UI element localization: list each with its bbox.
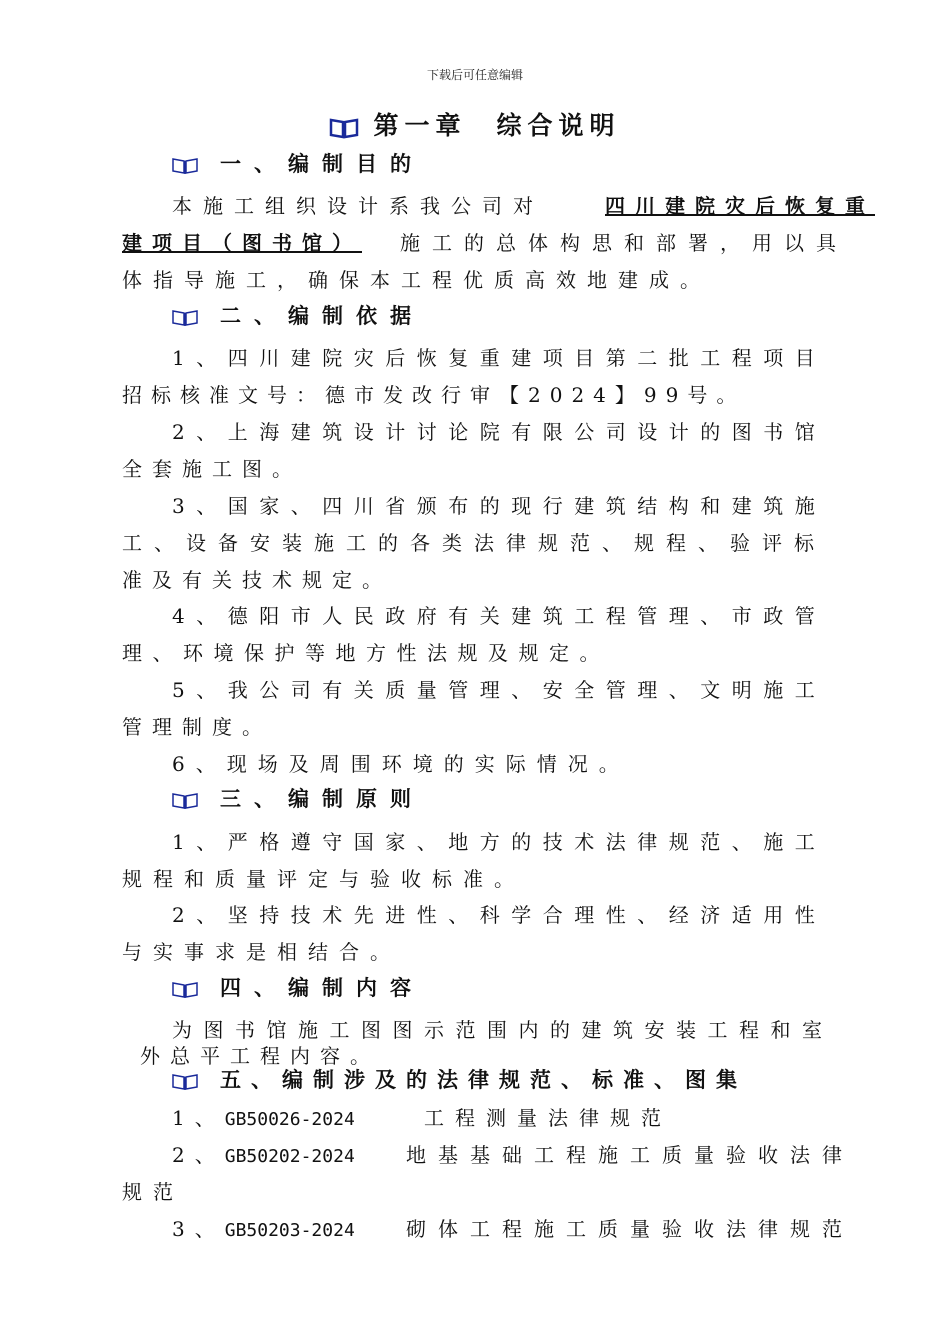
basis-item-6: 6、现场及周围环境的实际情况。 [172, 752, 630, 776]
basis-item-1-cont: 招标核准文号：德市发改行审【2024】99号。 [122, 383, 746, 407]
page-header-note: 下载后可任意编辑 [426, 68, 523, 82]
basis-item-5: 5、我公司有关质量管理、安全管理、文明施工 [172, 678, 827, 702]
chapter-title [0, 106, 950, 142]
paragraph-purpose-line2 [122, 227, 848, 256]
basis-item-4-cont: 理、环境保护等地方性法规及规定。 [122, 641, 610, 665]
item-number: 2、 [172, 1143, 225, 1167]
standard-name: 砌体工程施工质量验收法律规范 [406, 1217, 854, 1241]
section-title: 二、编制依据 [220, 303, 424, 328]
basis-item-4: 4、德阳市人民政府有关建筑工程管理、市政管 [172, 604, 827, 628]
standard-code: GB50026-2024 [224, 1109, 355, 1130]
standard-item-3 [172, 1213, 355, 1242]
section-title: 三、编制原则 [220, 786, 424, 811]
standard-item-2 [172, 1139, 355, 1168]
section-heading-standards [172, 1064, 747, 1094]
book-icon [172, 981, 198, 999]
book-icon [172, 157, 198, 175]
basis-item-2-cont: 全套施工图。 [122, 457, 302, 481]
standard-name: 地基基础工程施工质量验收法律 [406, 1143, 854, 1167]
standard-code: GB50203-2024 [224, 1220, 355, 1241]
basis-item-3-cont1: 工、设备安装施工的各类法律规范、规程、验评标 [122, 531, 826, 555]
section-title: 一、编制目的 [220, 151, 424, 176]
standard-code: GB50202-2024 [224, 1146, 355, 1167]
book-icon [329, 117, 359, 139]
basis-item-5-cont: 管理制度。 [122, 715, 272, 739]
section-title: 五、编制涉及的法律规范、标准、图集 [220, 1067, 747, 1092]
item-number: 1、 [172, 1106, 225, 1130]
paragraph-purpose-line3: 体指导施工，确保本工程优质高效地建成。 [122, 268, 711, 292]
text-run: 本施工组织设计系我公司对 [172, 194, 544, 218]
content-line2: 外总平工程内容。 [140, 1044, 380, 1068]
book-icon [172, 309, 198, 327]
principle-item-1: 1、严格遵守国家、地方的技术法律规范、施工 [172, 830, 827, 854]
section-heading-purpose [172, 148, 424, 178]
basis-item-2: 2、上海建筑设计讨论院有限公司设计的图书馆 [172, 420, 827, 444]
content-line1: 为图书馆施工图图示范围内的建筑安装工程和室 [172, 1018, 834, 1042]
project-name-part1: 四川建院灾后恢复重 [605, 194, 875, 218]
section-title: 四、编制内容 [220, 975, 424, 1000]
section-heading-basis [172, 300, 424, 330]
chapter-number: 第一章 [373, 111, 467, 140]
book-icon [172, 1073, 198, 1091]
item-number: 3、 [172, 1217, 225, 1241]
standard-name: 工程测量法律规范 [424, 1106, 672, 1130]
principle-item-2: 2、坚持技术先进性、科学合理性、经济适用性 [172, 903, 827, 927]
book-icon [172, 792, 198, 810]
section-heading-content [172, 972, 424, 1002]
text-run: 施工的总体构思和部署，用以具 [400, 231, 848, 255]
standard-item-1 [172, 1102, 355, 1131]
chapter-name: 综合说明 [496, 111, 621, 140]
principle-item-1-cont: 规程和质量评定与验收标准。 [122, 867, 525, 891]
section-heading-principles [172, 783, 424, 813]
principle-item-2-cont: 与实事求是相结合。 [122, 940, 401, 964]
paragraph-purpose-line1 [172, 190, 875, 219]
basis-item-3: 3、国家、四川省颁布的现行建筑结构和建筑施 [172, 494, 827, 518]
project-name-part2: 建项目（图书馆） [122, 231, 362, 255]
standard-name-cont: 规范 [122, 1180, 184, 1204]
basis-item-3-cont2: 准及有关技术规定。 [122, 568, 392, 592]
basis-item-1: 1、四川建院灾后恢复重建项目第二批工程项目 [172, 346, 827, 370]
